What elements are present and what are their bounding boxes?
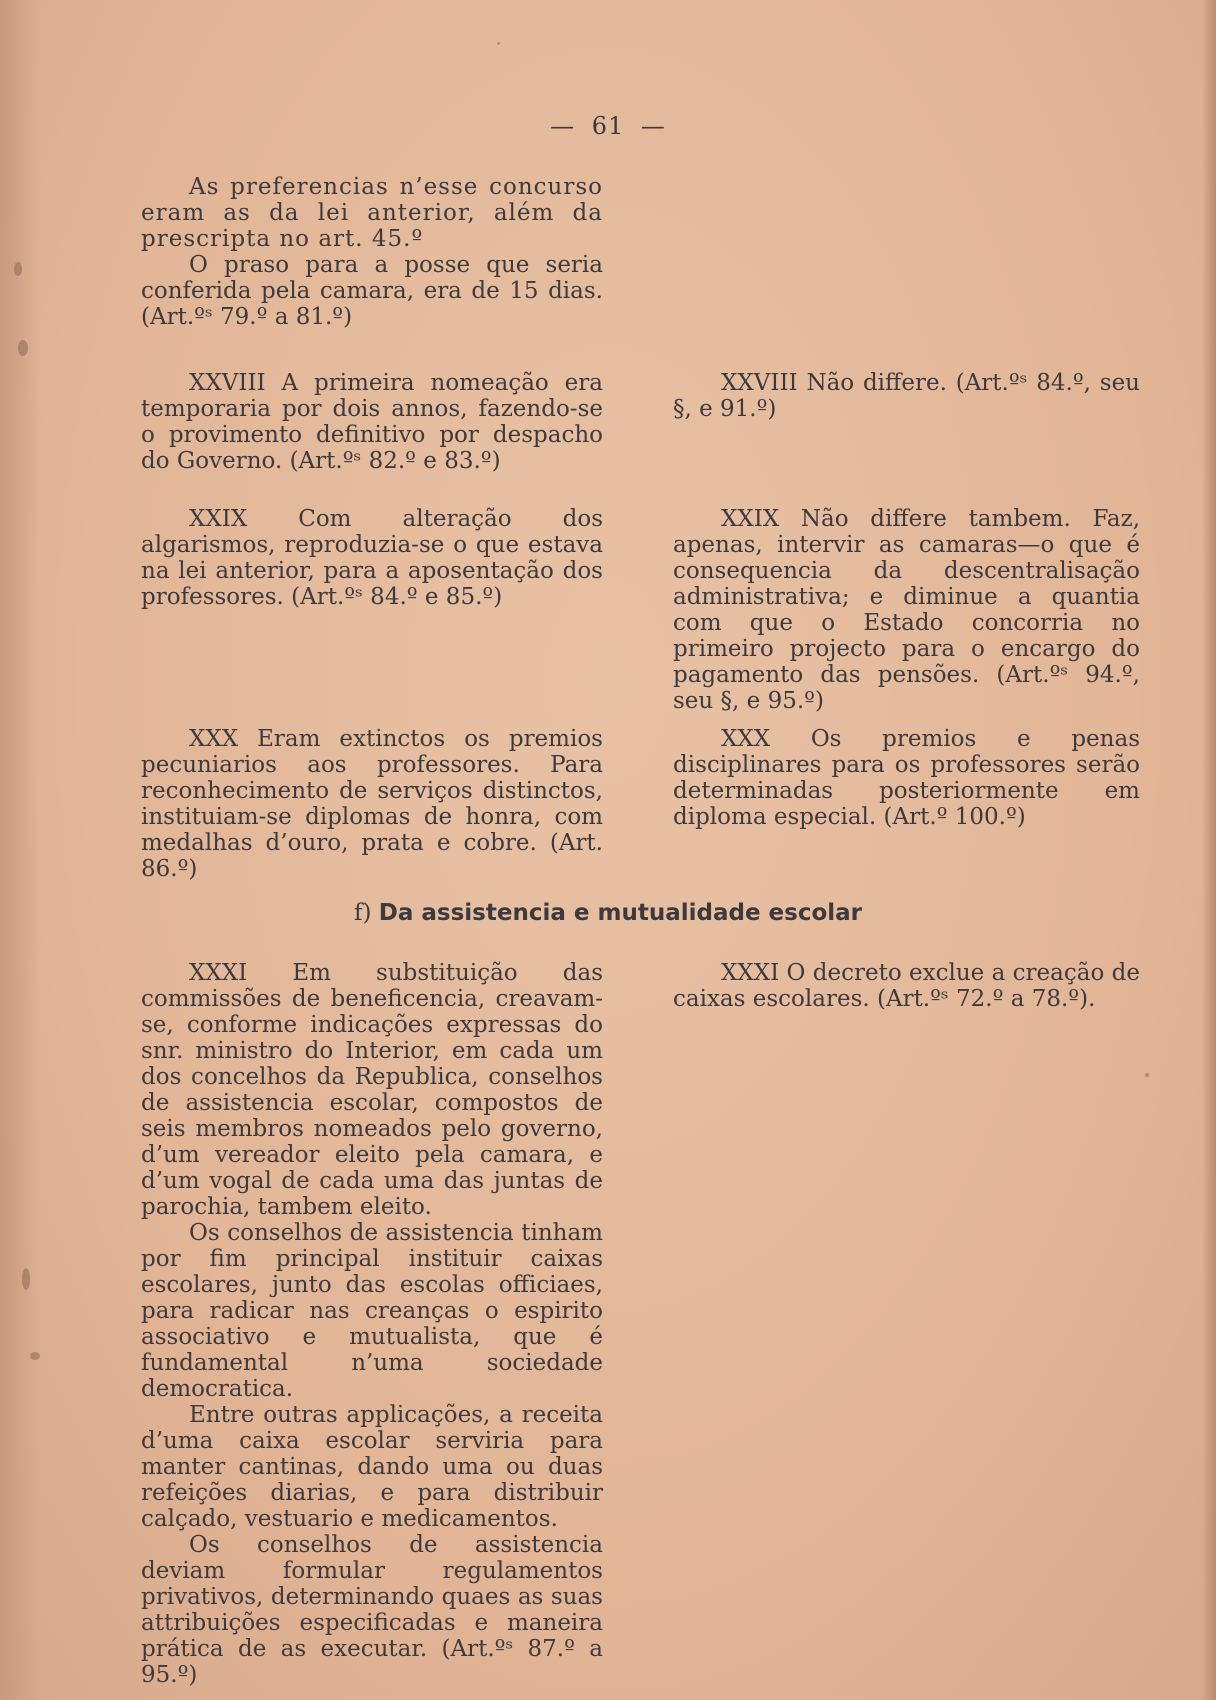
left-column-block-xxx: [141, 726, 603, 882]
paragraph: XXX Eram extinctos os premios pecuniarios aos professores. Para reconhecimento de serviços distinctos, instituiam-se diplomas de honra, com medalhas d’ouro, prata e cobre. (Art. 86.º): [141, 726, 603, 882]
section-heading-letter: f): [353, 900, 372, 926]
page-right-edge-shadow: [1202, 0, 1216, 1700]
right-column-block-xxviii: [673, 370, 1140, 422]
paper-speck: [22, 1268, 30, 1290]
paper-speck: [1145, 1073, 1149, 1077]
paragraph: XXIX Com alteração dos algarismos, reproduzia-se o que estava na lei anterior, para a aposentação dos professores. (Art.ºˢ 84.º e 85.º): [141, 506, 603, 610]
paragraph: O praso para a posse que seria conferida pela camara, era de 15 dias. (Art.ºˢ 79.º a 81.º): [141, 252, 603, 330]
paragraph: XXVIII A primeira nomeação era temporaria por dois annos, fazendo-se o provimento definitivo por despacho do Governo. (Art.ºˢ 82.º e 83.º): [141, 370, 603, 474]
paragraph: XXVIII Não differe. (Art.ºˢ 84.º, seu §, e 91.º): [673, 370, 1140, 422]
paragraph: Os conselhos de assistencia tinham por fim principal instituir caixas escolares, junto das escolas officiaes, para radicar nas creanças o espirito associativo e mutualista, que é fundamental n’uma sociedade democratica.: [141, 1220, 603, 1402]
paper-speck: [30, 1352, 40, 1360]
paragraph: XXIX Não differe tambem. Faz, apenas, intervir as camaras—o que é consequencia da descentralisação administrativa; e diminue a quantia com que o Estado concorria no primeiro projecto para o encargo do pagamento das pensões. (Art.ºˢ 94.º, seu §, e 95.º): [673, 506, 1140, 714]
section-heading: [0, 900, 1216, 926]
paper-speck: [18, 340, 28, 356]
left-column-block-xxix: [141, 506, 603, 610]
right-column-block-xxx: [673, 726, 1140, 830]
paper-speck: [14, 262, 22, 276]
paragraph: Entre outras applicações, a receita d’uma caixa escolar serviria para manter cantinas, dando uma ou duas refeições diarias, e para distribuir calçado, vestuario e medicamentos.: [141, 1402, 603, 1532]
page-number-dash-left: —: [550, 112, 576, 140]
left-column-block-intro: [141, 174, 603, 330]
right-column-block-xxix: [673, 506, 1140, 714]
page-number-value: 61: [591, 112, 625, 140]
paragraph: As preferencias n’esse concurso eram as da lei anterior, além da prescripta no art. 45.º: [141, 174, 603, 252]
paragraph: XXXI Em substituição das commissões de beneficencia, creavam-se, conforme indicações expressas do snr. ministro do Interior, em cada um dos concelhos da Republica, conselhos de assistencia escolar, compostos de seis membros nomeados pelo governo, d’um vereador eleito pela camara, e d’um vogal de cada uma das juntas de parochia, tambem eleito.: [141, 960, 603, 1220]
left-column-block-xxxi: [141, 960, 603, 1688]
page-number: [0, 112, 1216, 140]
section-heading-title: Da assistencia e mutualidade escolar: [378, 900, 863, 926]
page-left-edge-shadow: [0, 0, 40, 1700]
paragraph: Os conselhos de assistencia deviam formular regulamentos privativos, determinando quaes as suas attribuições especificadas e maneira prática de as executar. (Art.ºˢ 87.º a 95.º): [141, 1532, 603, 1688]
right-column-block-xxxi: [673, 960, 1140, 1012]
left-column-block-xxviii: [141, 370, 603, 474]
paper-speck: [497, 42, 500, 45]
page-number-dash-right: —: [640, 112, 666, 140]
paragraph: XXX Os premios e penas disciplinares para os professores serão determinadas posteriormente em diploma especial. (Art.º 100.º): [673, 726, 1140, 830]
paragraph: XXXI O decreto exclue a creação de caixas escolares. (Art.ºˢ 72.º a 78.º).: [673, 960, 1140, 1012]
